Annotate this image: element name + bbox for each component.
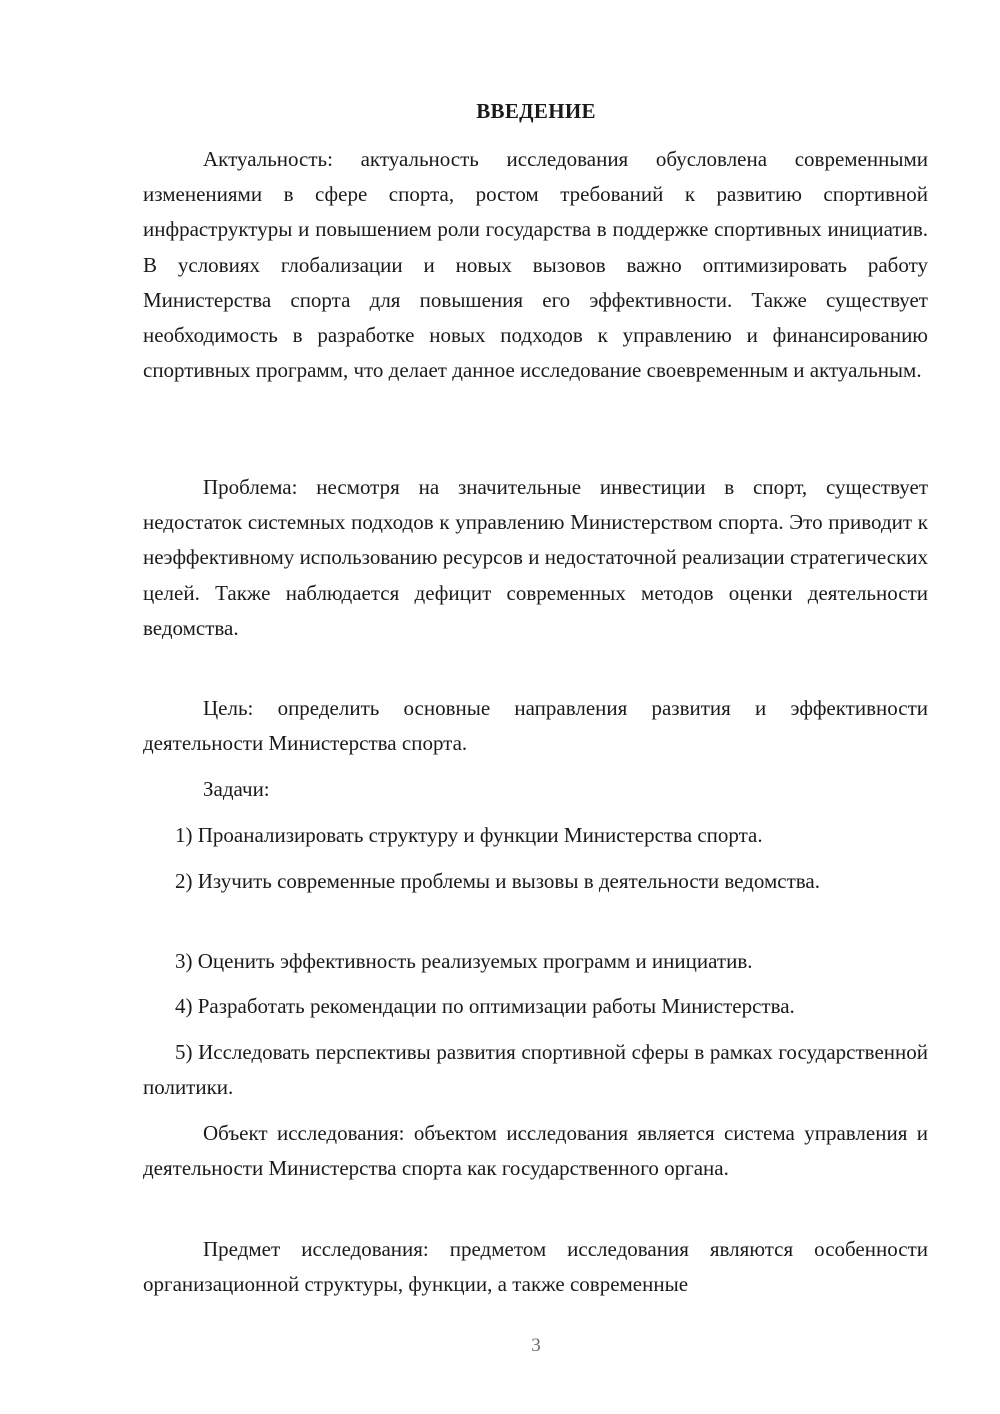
page-number: 3 — [531, 1335, 541, 1356]
task-item-5: 5) Исследовать перспективы развития спортивной сферы в рамках государственной политики. — [143, 1040, 928, 1100]
task-item-2: 2) Изучить современные проблемы и вызовы в деятельности ведомства. — [175, 869, 820, 893]
object-paragraph: Объект исследования: объектом исследования является система управления и деятельности Министерства спорта как государственного органа. — [143, 1121, 928, 1181]
task-item-4: 4) Разработать рекомендации по оптимизации работы Министерства. — [175, 994, 795, 1018]
relevance-paragraph: Актуальность: актуальность исследования обусловлена современными изменениями в сфере спорта, ростом требований к развитию спортивной инфраструктуры и повышением роли государства в поддержке спортивных инициатив. В условиях глобализации и новых вызовов важно оптимизировать работу Министерства спорта для повышения его эффективности. Также существует необходимость в разработке новых подходов к управлению и финансированию спортивных программ, что делает данное исследование своевременным и актуальным. — [143, 147, 928, 383]
problem-paragraph: Проблема: несмотря на значительные инвестиции в спорт, существует недостаток системных подходов к управлению Министерством спорта. Это приводит к неэффективному использованию ресурсов и недостаточной реализации стратегических целей. Также наблюдается дефицит современных методов оценки деятельности ведомства. — [143, 475, 928, 640]
goal-paragraph: Цель: определить основные направления развития и эффективности деятельности Министерства спорта. — [143, 696, 928, 756]
tasks-heading: Задачи: — [203, 777, 270, 801]
subject-paragraph: Предмет исследования: предметом исследования являются особенности организационной структуры, функции, а также современные — [143, 1237, 928, 1297]
task-item-3: 3) Оценить эффективность реализуемых программ и инициатив. — [175, 949, 753, 973]
section-title: ВВЕДЕНИЕ — [476, 99, 596, 123]
task-item-1: 1) Проанализировать структуру и функции Министерства спорта. — [175, 823, 763, 847]
